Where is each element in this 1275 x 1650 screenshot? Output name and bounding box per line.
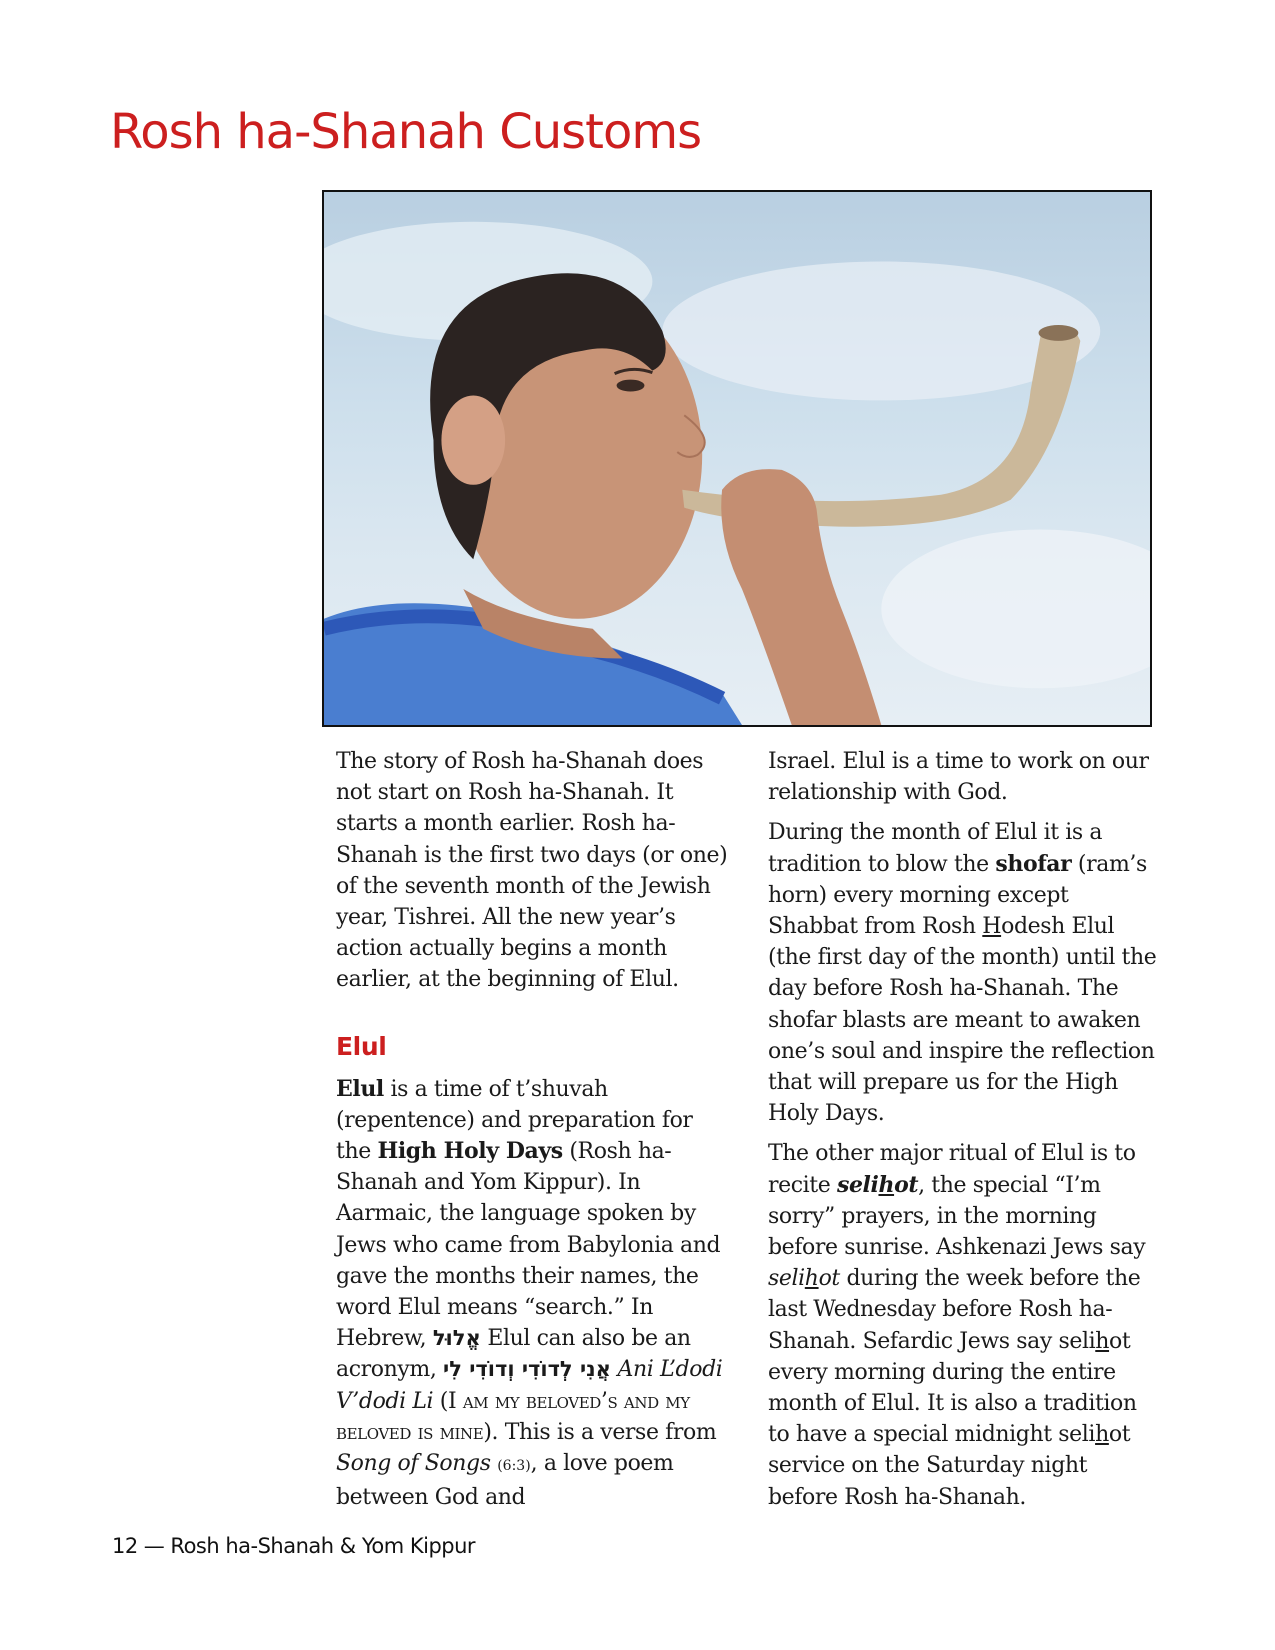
term-high-holy-days: High Holy Days <box>377 1138 563 1165</box>
hebrew-acronym: אֲנִי לְדוֹדִי וְדוֹדִי לִי <box>443 1357 611 1382</box>
running-title: Rosh ha-Shanah & Yom Kippur <box>170 1534 476 1558</box>
transliteration: Ani L’dodi V’dodi Li <box>336 1357 723 1414</box>
term-elul: Elul <box>336 1075 384 1102</box>
verse-citation: (6:3) <box>497 1458 531 1475</box>
right-column <box>768 746 1160 1522</box>
term-shofar: shofar <box>995 850 1072 877</box>
term-selihot: selihot <box>836 1171 919 1198</box>
elul-paragraph: Elul is a time of t’shuvah (repentence) and preparation for the High Holy Days (Rosh ha-Shanah and Yom Kippur). In Aarmaic, the language spoken by Jews who came from Babylonia and gave the months their names, the word Elul means “search.” In Hebrew, אֱלוּל Elul can also be an acronym, אֲנִי לְדוֹדִי וְדוֹדִי לִי Ani L’dodi V’dodi Li (I am my beloved’s and my beloved is mine). This is a verse from Song of Songs (6:3), a love poem between God and <box>336 1075 723 1511</box>
page-number: 12 <box>112 1534 138 1558</box>
boy-blowing-shofar-photo <box>322 190 1152 727</box>
page-footer <box>112 1534 475 1558</box>
elul-heading: Elul <box>336 1031 387 1061</box>
photo-illustration <box>324 192 1150 725</box>
intro-paragraph: The story of Rosh ha-Shanah does not start on Rosh ha-Shanah. It starts a month earlier. Rosh ha-Shanah is the first two days (or one) of the seventh month of the Jewish year, Tishrei. All the new year’s action actually begins a month earlier, at the beginning of Elul. <box>336 749 728 993</box>
relationship-paragraph: Israel. Elul is a time to work on our relationship with God. <box>768 749 1149 806</box>
selihot-paragraph: The other major ritual of Elul is to recite selihot, the special “I’m sorry” prayers, in the morning before sunrise. Ashkenazi Jews say selihot during the week before the last Wednesday before Rosh ha-Shanah. Sefardic Jews say selihot every morning during the entire month of Elul. It is also a tradition to have a special midnight selihot service on the Saturday night before Rosh ha-Shanah. <box>768 1141 1146 1510</box>
selihot-italic: selihot <box>768 1266 840 1292</box>
shofar-paragraph: During the month of Elul it is a tradition to blow the shofar (ram’s horn) every morning except Shabbat from Rosh Hodesh Elul (the first day of the month) until the day before Rosh ha-Shanah. The shofar blasts are meant to awaken one’s soul and inspire the reflection that will prepare us for the High Holy Days. <box>768 820 1157 1127</box>
page-title: Rosh ha-Shanah Customs <box>110 104 702 160</box>
translation: I am my beloved’s and my beloved is mine <box>336 1388 690 1445</box>
left-column <box>336 746 732 1522</box>
footer-separator: — <box>143 1534 165 1558</box>
hebrew-elul: אֱלוּל <box>432 1326 481 1351</box>
book-title: Song of Songs <box>336 1451 491 1477</box>
